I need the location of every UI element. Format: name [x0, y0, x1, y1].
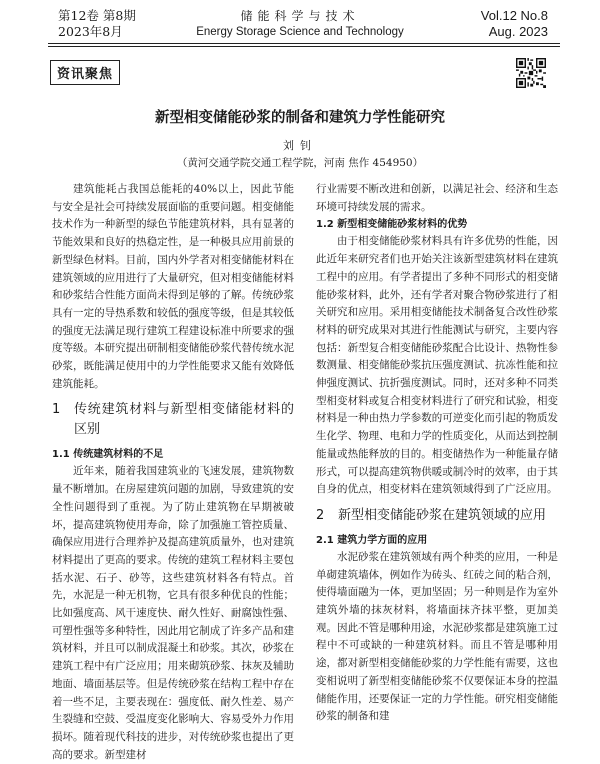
article-affiliation: （黄河交通学院交通工程学院，河南 焦作 454950）	[176, 157, 424, 169]
subsection-1-1-paragraph: 近年来，随着我国建筑业的飞速发展，建筑物数量不断增加。在房屋建筑问题的加剧，导致建筑的安全性问题得到了重视。为了防止建筑物在早期被破坏，提高建筑物使用寿命，除了加强施工管控质量、确保应用进行合理养护及提高建筑质量外，也对建筑材料提出了更高的要求。传统的建筑工程材料主要包括水泥、石子、砂等，这些建筑材料各有特点。首先，水泥是一种无机物，它具有很多种优良的性能；比如强度高、风干速度快、耐久性好、耐腐蚀性强、可塑性强等多种特性，因此用它制成了许多产品和建筑材料，并且可以制成混凝土和砂浆。其次，砂浆在建筑工程中有广泛应用；用来砌筑砂浆、抹灰及辅助地面、墙面基层等。但是传统砂浆在结构工程中存在着一些不足，主要表现在：强度低、耐久性差、易产生裂缝和空鼓、受温度变化影响大、容易受外力作用损坏。随着现代科技的进步，对传统砂浆也提出了更高的要求。新型建材	[52, 465, 294, 761]
journal-name-cn: 储能科学与技术	[240, 9, 360, 23]
section-tag: 资讯聚焦	[50, 60, 120, 85]
section-1-number: 1	[52, 402, 61, 418]
continued-paragraph: 行业需要不断改进和创新，以满足社会、经济和生态环境可持续发展的需求。	[316, 183, 558, 213]
left-column	[52, 181, 294, 764]
subsection-2-1-heading: 2.1 建筑力学方面的应用	[316, 534, 428, 546]
subsection-1-1-heading: 1.1 传统建筑材料的不足	[52, 449, 164, 461]
header-volume-en: Vol.12 No.8	[480, 8, 548, 23]
header-date-cn: 2023年8月	[58, 24, 123, 39]
subsection-2-1-paragraph: 水泥砂浆在建筑领域有两个种类的应用，一种是单砌建筑墙体，例如作为砖头、红砖之间的粘合剂，使得墙面融为一体，更加坚固；另一种则是作为室外建筑外墙的抹灰材料，将墙面抹齐抹平整，更加美观。因此不管是哪种用途，水泥砂浆都是建筑施工过程中不可或缺的一种建筑材料。而且不管是哪种用途，都对新型相变储能砂浆的力学性能有需要，这也变相说明了新型相变储能砂浆不仅要保证本身的控温储能作用，还要保证一定的力学性能。研究相变储能砂浆的制备和建	[316, 550, 558, 723]
qr-code-icon	[516, 58, 546, 88]
header-date-en: Aug. 2023	[488, 24, 548, 39]
header-volume-cn: 第12卷 第8期	[58, 8, 136, 23]
article-title: 新型相变储能砂浆的制备和建筑力学性能研究	[155, 110, 445, 126]
journal-name-en: Energy Storage Science and Technology	[196, 26, 404, 38]
intro-paragraph: 建筑能耗占我国总能耗的40%以上，因此节能与安全是社会可持续发展面临的重要问题。相变储能技术作为一种新型的绿色节能建筑材料，具有显著的节能效果和良好的热稳定性，是一种极具应用前景的新型绿色材料。目前，国内外学者对相变储能材料在建筑领域的应用进行了大量研究，但对相变储能材料和砂浆结合性能方面尚未得到足够的了解。传统砂浆具有一定的导热系数和较低的强度等级，但是其较低的强度无法满足现行建筑工程建设标准中所要求的强度等级。本研究提出研制相变储能砂浆代替传统水泥砂浆，既能满足使用中的力学性能要求又能有效降低建筑能耗。	[52, 183, 294, 390]
header-issue-en	[481, 8, 548, 40]
section-2-heading	[316, 506, 558, 526]
header-journal-name	[190, 8, 410, 40]
section-1-title: 传统建筑材料与新型相变储能材料的区别	[74, 402, 294, 438]
section-1-heading	[52, 400, 294, 440]
article-author: 刘钊	[283, 139, 317, 152]
section-2-number: 2	[316, 507, 325, 523]
header-rule-top	[48, 43, 560, 44]
right-column	[316, 181, 558, 726]
header-issue-cn	[58, 8, 136, 40]
header-rule-bottom	[48, 46, 560, 47]
subsection-1-2-paragraph: 由于相变储能砂浆材料具有许多优势的性能，因此近年来研究者们也开始关注该新型建筑材料在建筑工程中的应用。有学者提出了多种不同形式的相变储能砂浆材料，此外，还有学者对聚合物砂浆进行了相关研究和应用。采用相变储能技术制备复合改性砂浆材料的研究成果对其进行性能测试与研究，主要内容包括：新型复合相变储能砂浆配合比设计、热物性参数测量、相变储能砂浆抗压强度测试、抗冻性能和拉伸强度测试、抗折强度测试。同时，还对多种不同类型相变材料或复合相变材料进行了研究和试验，相变材料是一种由热力学参数的可逆变化而引起的物质发生化学、物理、电和力学的性质变化，从而达到控制能量或热能释放的目的。相变储热作为一种能量存储形式，可以提高建筑物供暖或制冷时的效率，由于其自身的优点，相变材料在建筑领域得到了广泛应用。	[316, 235, 558, 496]
journal-header	[0, 0, 600, 44]
subsection-1-2-heading: 1.2 新型相变储能砂浆材料的优势	[316, 219, 468, 231]
section-2-title: 新型相变储能砂浆在建筑领域的应用	[338, 507, 547, 523]
